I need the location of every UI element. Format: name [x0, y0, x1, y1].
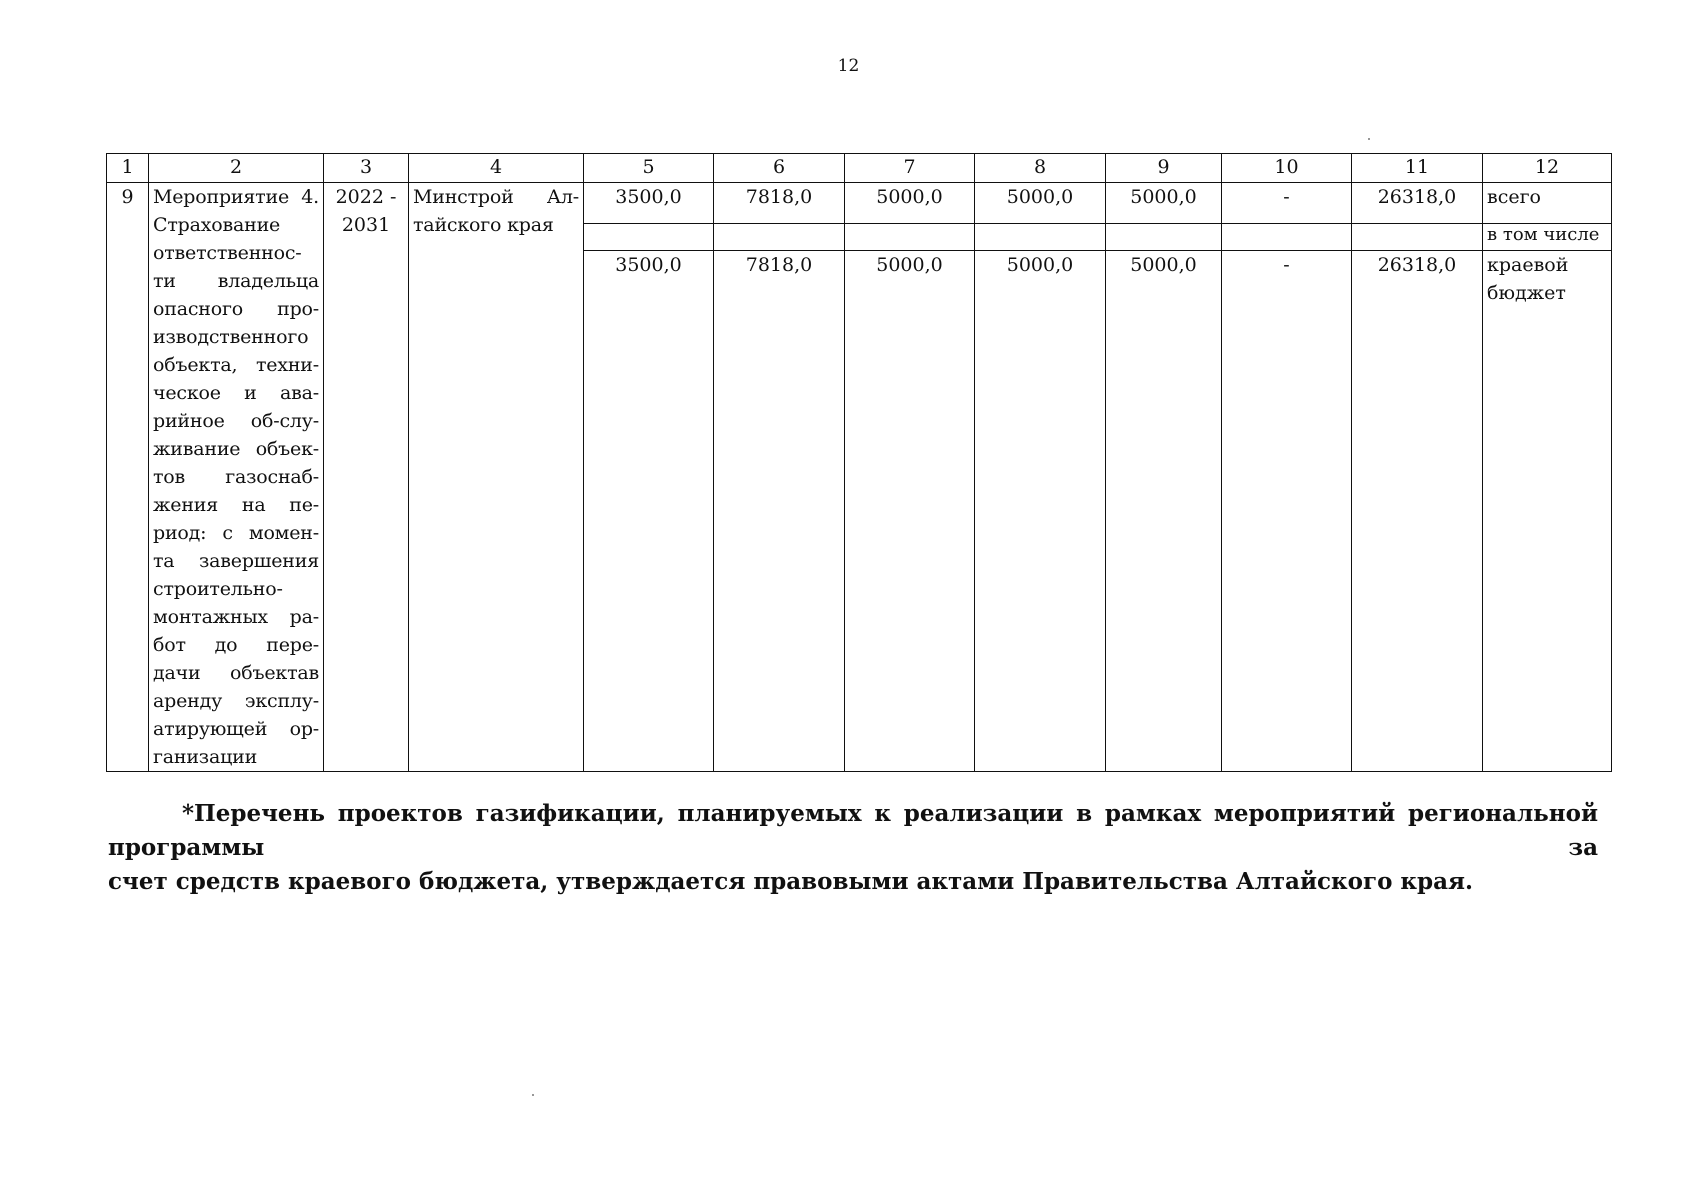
column-header: 3 [324, 154, 409, 183]
scan-speck [532, 1094, 534, 1096]
program-table [106, 153, 1612, 772]
column-header: 8 [975, 154, 1106, 183]
value-cell [714, 224, 845, 251]
source-cell: краевой бюджет [1483, 251, 1612, 772]
value-cell [1106, 224, 1222, 251]
executor-cell: Минстрой Ал-тайского края [409, 183, 584, 772]
column-header: 10 [1222, 154, 1352, 183]
column-header: 7 [845, 154, 975, 183]
column-header: 4 [409, 154, 584, 183]
column-header: 1 [107, 154, 149, 183]
value-cell: 5000,0 [975, 183, 1106, 224]
source-cell: в том числе [1483, 224, 1612, 251]
value-cell: 5000,0 [975, 251, 1106, 772]
value-cell [975, 224, 1106, 251]
value-cell [1352, 224, 1483, 251]
footnote-line: счет средств краевого бюджета, утверждается правовыми актами Правительства Алтайского края. [108, 868, 1474, 895]
value-cell: 3500,0 [584, 251, 714, 772]
value-cell: 3500,0 [584, 183, 714, 224]
value-cell [1222, 224, 1352, 251]
table-header-row [107, 154, 1612, 183]
value-cell: 5000,0 [845, 183, 975, 224]
column-header: 9 [1106, 154, 1222, 183]
value-cell [584, 224, 714, 251]
value-cell [845, 224, 975, 251]
source-cell: всего [1483, 183, 1612, 224]
value-cell: 26318,0 [1352, 183, 1483, 224]
column-header: 2 [149, 154, 324, 183]
column-header: 5 [584, 154, 714, 183]
footnote [108, 797, 1598, 899]
measure-name: Мероприятие 4. Страхование ответственнос-ти владельца опасного про-изводственного объекта, техни-ческое и ава-рийное об-слу-живание объек-тов газоснаб-жения на пе-риод: с момен-та завершения строительно-монтажных ра-бот до пере-дачи объектав аренду эксплу-атирующей ор-ганизации [149, 183, 324, 772]
table-row-total [107, 183, 1612, 224]
footnote-line: *Перечень проектов газификации, планируемых к реализации в рамках мероприятий региональной программы за [108, 800, 1598, 861]
value-cell: - [1222, 183, 1352, 224]
value-cell: 5000,0 [1106, 183, 1222, 224]
value-cell: - [1222, 251, 1352, 772]
period-cell: 2022 - 2031 [324, 183, 409, 772]
value-cell: 26318,0 [1352, 251, 1483, 772]
column-header: 12 [1483, 154, 1612, 183]
value-cell: 5000,0 [845, 251, 975, 772]
value-cell: 7818,0 [714, 183, 845, 224]
value-cell: 5000,0 [1106, 251, 1222, 772]
column-header: 6 [714, 154, 845, 183]
column-header: 11 [1352, 154, 1483, 183]
scan-speck [1368, 138, 1370, 140]
page-number: 12 [837, 56, 860, 76]
row-number: 9 [107, 183, 149, 772]
value-cell: 7818,0 [714, 251, 845, 772]
